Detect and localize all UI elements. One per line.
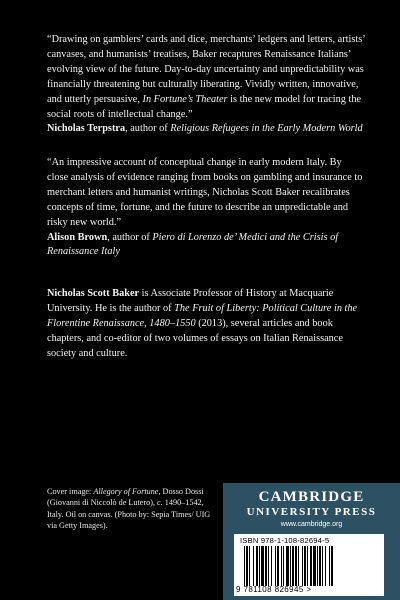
blurb-attribution <box>47 231 365 261</box>
blurb-author-role: , author of <box>107 231 153 243</box>
credit-artist: , Dosso Dossi (Giovanni di Niccolò de Lutero), <box>47 487 204 508</box>
barcode-digits: 9 781108 826945 > <box>236 585 312 594</box>
blurb-text <box>47 156 365 231</box>
blurb-author-work: Piero di Lorenzo de’ Medici and the Crisis of Renaissance Italy <box>47 231 339 258</box>
author-bio <box>47 287 365 362</box>
blurb-author-role: , author of <box>125 123 171 135</box>
blurb-text-part: “An impressive account of conceptual change in early modern Italy. By close analysis of evidence ranging from books on gambling and insurance to merchant letters and humanist writings, Nicholas Scott Baker recalibrates concepts of time, fortune, and the future to describe an unpredictable and risky new world.” <box>47 157 363 228</box>
blurb-author-name: Nicholas Terpstra <box>47 123 126 135</box>
blurb-author-name: Alison Brown <box>47 231 108 243</box>
blurb-attribution <box>47 122 365 137</box>
blurb-brown <box>47 156 365 260</box>
publisher-subname: UNIVERSITY PRESS <box>246 506 377 518</box>
blurb-book-title: In Fortune’s Theater <box>142 93 228 105</box>
credit-artwork-title: Allegory of Fortune <box>93 487 159 496</box>
blurb-text <box>47 33 365 122</box>
blurb-author-work: Religious Refugees in the Early Modern World <box>170 123 363 135</box>
barcode-icon <box>242 546 376 586</box>
author-bio-name: Nicholas Scott Baker <box>47 288 140 299</box>
isbn-label: ISBN 978-1-108-82694-5 <box>240 536 330 545</box>
credit-circa: c. <box>157 498 163 508</box>
credit-prefix: Cover image: <box>47 487 94 496</box>
author-bio-book-title: The Fruit of Liberty: Political Culture in the Florentine Renaissance, 1480–1550 <box>47 302 358 329</box>
blurb-text-part: is the new model for tracing the social roots of intellectual change.” <box>47 93 362 120</box>
isbn-barcode <box>234 534 384 596</box>
publisher-panel <box>223 483 400 600</box>
author-bio-part: (2013), several articles and book chapters, and co-editor of two volumes of essays on Italian Renaissance society and culture. <box>47 317 343 359</box>
author-bio-text <box>47 287 365 362</box>
publisher-name: CAMBRIDGE <box>258 489 365 505</box>
blurb-text-part: “Drawing on gamblers’ cards and dice, merchants’ ledgers and letters, artists’ canvases, and humanists’ treatises, Baker recaptures Renaissance Italians’ evolving view of the future. Day-to-day uncertainty and unpredictability was financially threatening but culturally liberating. Vividly written, innovative, and utterly persuasive, <box>47 34 365 105</box>
credit-details: 1490–1542, Italy. Oil on canvas. (Photo by: Sepia Times/ UIG via Getty Images). <box>47 498 211 531</box>
publisher-url: www.cambridge.org <box>280 521 343 528</box>
author-bio-part: is Associate Professor of History at Macquarie University. He is the author of <box>47 288 334 314</box>
cover-image-credit <box>47 486 217 532</box>
blurb-terpstra <box>47 33 365 137</box>
